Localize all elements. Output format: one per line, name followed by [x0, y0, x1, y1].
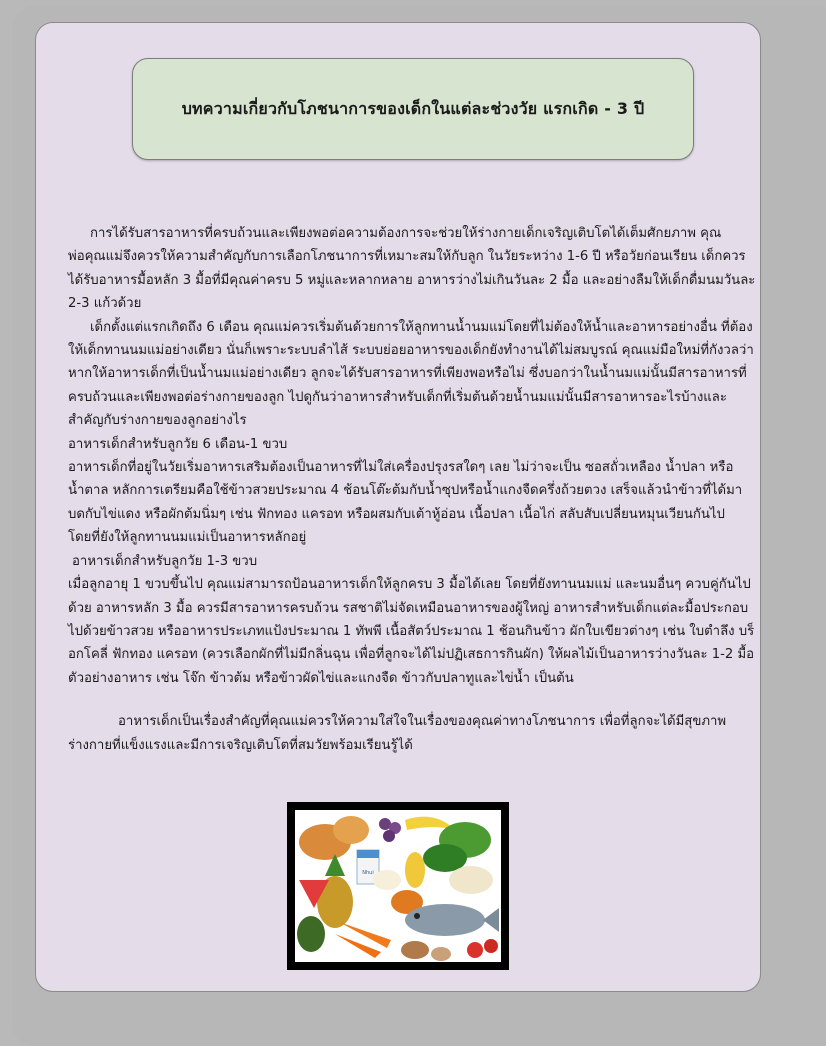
- paragraph-6m-1y: อาหารเด็กที่อยู่ในวัยเริ่มอาหารเสริมต้องเป็นอาหารที่ไม่ใส่เครื่องปรุงรสใดๆ เลย ไม่ว่าจะเป็น ซอสถั่วเหลือง น้ำปลา หรือน้ำตาล หลักการเตรียมคือใช้ข้าวสวยประมาณ 4 ช้อนโต๊ะต้มกับน้ำซุปหรือน้ำแกงจืดครึ่งถ้วยตวง เสร็จแล้วนำข้าวที่ได้มาบดกับไข่แดง หรือผักต้มนิ่มๆ เช่น ฟักทอง แครอท หรือผสมกับเต้าหู้อ่อน เนื้อปลา เนื้อไก่ สลับสับเปลี่ยนหมุนเวียนกันไป โดยที่ยังให้ลูกทานนมแม่เป็นอาหารหลักอยู่: [68, 460, 743, 546]
- paragraph-1-3y: เมื่อลูกอายุ 1 ขวบขึ้นไป คุณแม่สามารถป้อนอาหารเด็กให้ลูกครบ 3 มื้อได้เลย โดยที่ยังทานนมแม่ และนมอื่นๆ ควบคู่กันไปด้วย อาหารหลัก 3 มื้อ ควรมีสารอาหารครบถ้วน รสชาติไม่จัดเหมือนอาหารของผู้ใหญ่ อาหารสำหรับเด็กแต่ละมื้อประกอบไปด้วยข้าวสวย หรืออาหารประเภทแป้งประมาณ 1 ทัพพี เนื้อสัตว์ประมาณ 1 ช้อนกินข้าว ผักใบเขียวต่างๆ เช่น ใบตำลึง บร็อกโคลี่ ฟักทอง แครอท (ควรเลือกผักที่ไม่มีกลิ่นฉุน เพื่อที่ลูกจะได้ไม่ปฏิเสธการกินผัก) ให้ผลไม้เป็นอาหารว่างวันละ 1-2 มื้อ ตัวอย่างอาหาร เช่น โจ๊ก ข้าวต้ม หรือข้าวผัดไข่และแกงจืด ข้าวกับปลาทูและไข่น้ำ เป็นต้น: [68, 577, 755, 686]
- paragraph-conclusion: อาหารเด็กเป็นเรื่องสำคัญที่คุณแม่ควรให้ความใส่ใจในเรื่องของคุณค่าทางโภชนาการ เพื่อที่ลูกจะได้มีสุขภาพร่างกายที่แข็งแรงและมีการเจริญเติบโตที่สมวัยพร้อมเรียนรู้ได้: [68, 714, 727, 753]
- article-body: [68, 222, 758, 757]
- paragraph-newborn: เด็กตั้งแต่แรกเกิดถึง 6 เดือน คุณแม่ควรเริ่มต้นด้วยการให้ลูกทานน้ำนมแม่โดยที่ไม่ต้องให้น้ำและอาหารอย่างอื่น ที่ต้องให้เด็กทานนมแม่อย่างเดียว นั่นก็เพราะระบบลำไส้ ระบบย่อยอาหารของเด็กยังทำงานได้ไม่สมบูรณ์ คุณแม่มือใหม่ที่กังวลว่าหากให้อาหารเด็กที่เป็นน้ำนมแม่อย่างเดียว ลูกจะได้รับสารอาหารที่เพียงพอหรือไม่ ซึ่งบอกว่าในน้ำนมแม่นั้นมีสารอาหารที่ครบถ้วนและเพียงพอต่อร่างกายของลูก ไปดูกันว่าอาหารสำหรับเด็กที่เริ่มต้นด้วยน้ำนมแม่นั้นมีสารอาหารอะไรบ้างและสำคัญกับร่างกายของลูกอย่างไร: [68, 319, 754, 429]
- section-heading-6m-1y: อาหารเด็กสำหรับลูกวัย 6 เดือน-1 ขวบ: [68, 436, 288, 452]
- paragraph-intro: การได้รับสารอาหารที่ครบถ้วนและเพียงพอต่อความต้องการจะช่วยให้ร่างกายเด็กเจริญเติบโตได้เต็มศักยภาพ คุณพ่อคุณแม่จึงควรให้ความสำคัญกับการเลือกโภชนาการที่เหมาะสมให้กับลูก ในวัยระหว่าง 1-6 ปี หรือวัยก่อนเรียน เด็กควรได้รับอาหารมื้อหลัก 3 มื้อที่มีคุณค่าครบ 5 หมู่และหลากหลาย อาหารว่างไม่เกินวันละ 2 มื้อ และอย่างลืมให้เด็กดื่มนมวันละ 2-3 แก้วด้วย: [68, 226, 756, 312]
- section-heading-1-3y: อาหารเด็กสำหรับลูกวัย 1-3 ขวบ: [72, 553, 258, 569]
- food-photo: [295, 810, 501, 962]
- article-title: บทความเกี่ยวกับโภชนาการของเด็กในแต่ละช่วงวัย แรกเกิด - 3 ปี: [181, 98, 645, 118]
- title-box: [132, 58, 694, 160]
- food-illustration: [295, 810, 501, 962]
- carton-label: Nhui: [362, 870, 374, 876]
- food-photo-frame: [287, 802, 509, 970]
